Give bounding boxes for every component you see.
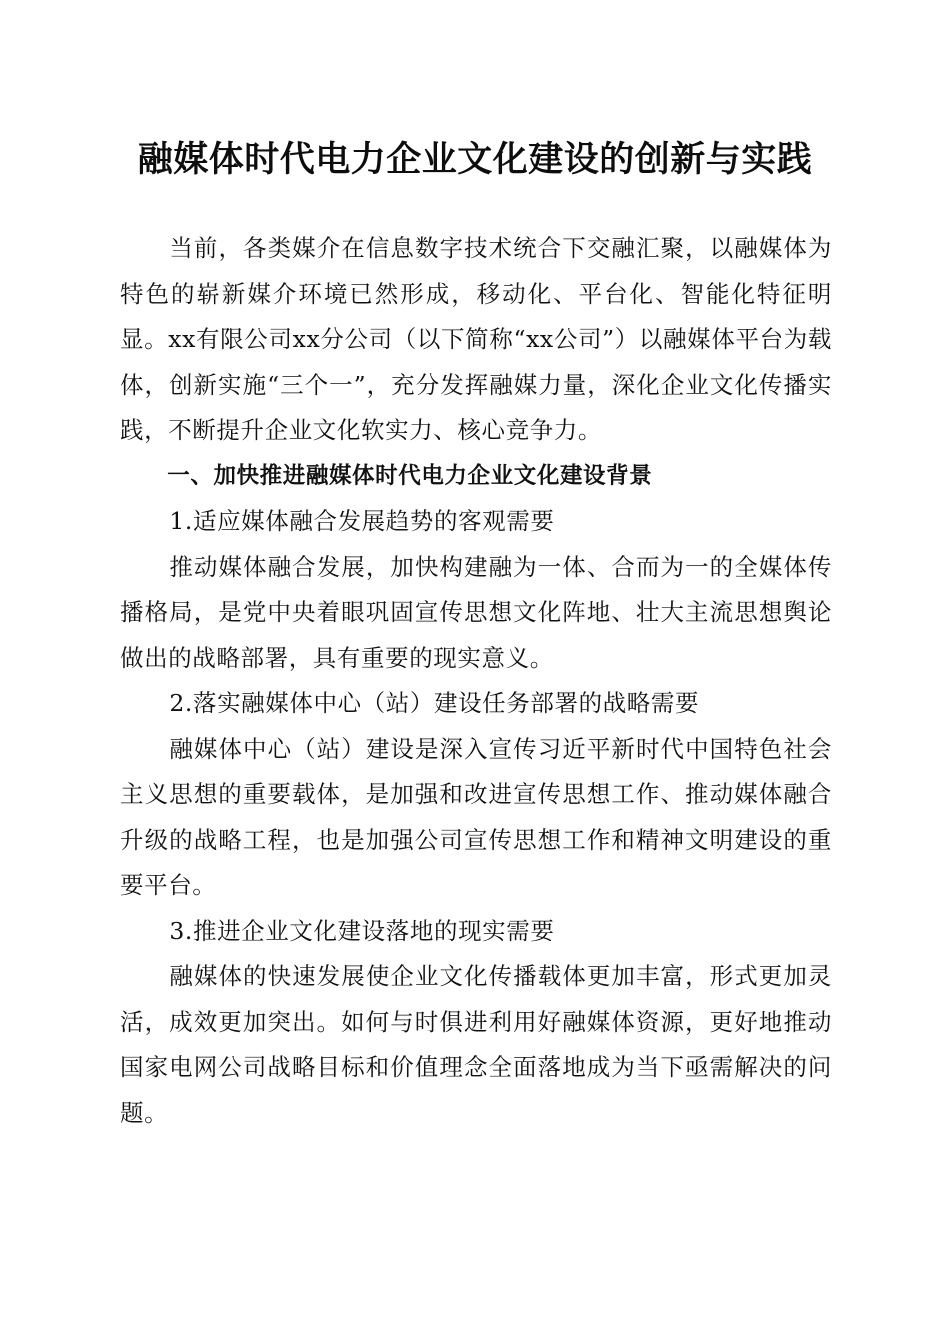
subsection-paragraph-1: 推动媒体融合发展，加快构建融为一体、合而为一的全媒体传播格局，是党中央着眼巩固宣传思想文化阵地、壮大主流思想舆论做出的战略部署，具有重要的现实意义。 [120,552,832,672]
subsection-heading-3: 3.推进企业文化建设落地的现实需要 [169,916,555,945]
document-title: 融媒体时代电力企业文化建设的创新与实践 [137,140,813,180]
document-body [120,226,832,1136]
subsection-paragraph-2: 融媒体中心（站）建设是深入宣传习近平新时代中国特色社会主义思想的重要载体，是加强和改进宣传思想工作、推动媒体融合升级的战略工程，也是加强公司宣传思想工作和精神文明建设的重要平台。 [120,734,832,899]
intro-paragraph: 当前，各类媒介在信息数字技术统合下交融汇聚，以融媒体为特色的崭新媒介环境已然形成，移动化、平台化、智能化特征明显。xx有限公司xx分公司（以下简称“xx公司”）以融媒体平台为载体，创新实施“三个一”，充分发挥融媒力量，深化企业文化传播实践，不断提升企业文化软实力、核心竞争力。 [120,234,832,444]
subsection-heading-1: 1.适应媒体融合发展趋势的客观需要 [169,507,555,535]
section-heading-1: 一、加快推进融媒体时代电力企业文化建设背景 [167,462,653,489]
subsection-paragraph-3: 融媒体的快速发展使企业文化传播载体更加丰富，形式更加灵活，成效更加突出。如何与时俱进利用好融媒体资源，更好地推动国家电网公司战略目标和价值理念全面落地成为当下亟需解决的问题。 [120,962,832,1127]
subsection-heading-2: 2.落实融媒体中心（站）建设任务部署的战略需要 [169,689,700,717]
